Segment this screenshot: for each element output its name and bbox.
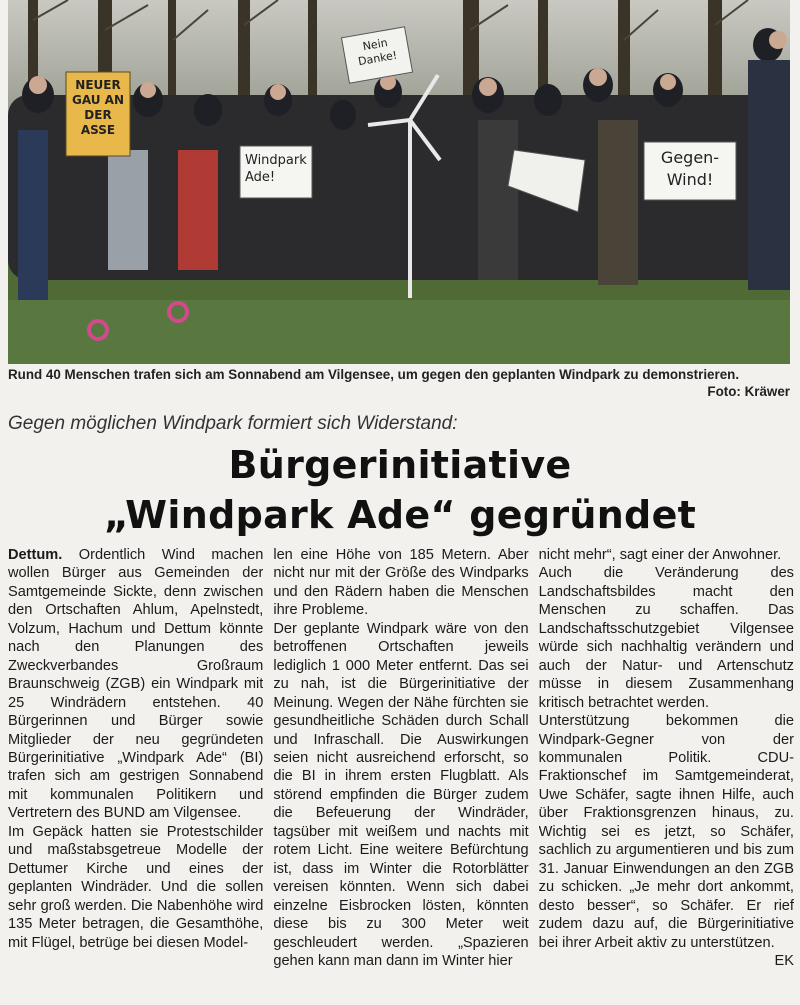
protest-sign-3: Windpark Ade! (240, 146, 312, 198)
protest-sign-4: Gegen-Wind! (644, 142, 736, 200)
author-initials: EK (774, 952, 794, 969)
kicker: Gegen möglichen Windpark formiert sich Widerstand: (8, 413, 458, 434)
protest-sign-1: NEUER GAU AN DER ASSE (66, 72, 130, 156)
headline-line-2: „Windpark Ade“ gegründet (103, 493, 697, 537)
paragraph-text: Unterstützung bekommen die Windpark-Gegner von der kommunalen Politik. CDU-Fraktionschef im Samtgemeinderat, Uwe Schäfer, sagte ihnen Hilfe, auch über Fraktionsgrenzen hinaus, zu. Wichtig sei es jetzt, so Schäfer, sachlich zu argumentieren und bis zum 31. Januar Einwendungen an den ZGB zu schicken. „Je mehr dort ankommt, desto besser“, so Schäfer. Er rief zudem dazu auf, die Bürgerinitiative bei ihrer Arbeit aktiv zu unterstützen. (538, 713, 794, 951)
article-column-2 (273, 546, 528, 998)
paragraph-text: Ordentlich Wind machen wollen Bürger aus Gemeinden der Samtgemeinde Sickte, denn zwischen den Ortschaften Ahlum, Apelnstedt, Volzum, Hachum und Dettum könnte nach den Planungen des Zweckverbandes Großraum Braunschweig (ZGB) ein Windpark mit 25 Windrädern entstehen. 40 Bürgerinnen und Bürger sowie Mitglieder der neu gegründeten Bürgerinitiative „Windpark Ade“ (BI) trafen sich am gestrigen Sonnabend mit kommunalen Politikern und Vertretern des BUND am Vilgensee. (8, 547, 264, 822)
article-body (8, 546, 794, 998)
article-column-1 (8, 546, 263, 998)
dateline: Dettum. (8, 547, 63, 563)
paragraph (538, 712, 794, 969)
paragraph (8, 546, 263, 823)
headline (0, 440, 800, 540)
headline-line-1: Bürgerinitiative (228, 443, 572, 487)
photo-credit: Foto: Kräwer (707, 384, 790, 399)
paragraph: nicht mehr“, sagt einer der Anwohner. (538, 547, 782, 563)
caption-text: Rund 40 Menschen trafen sich am Sonnabend am Vilgensee, um gegen den geplanten Windpark zu demonstrieren. (8, 367, 740, 382)
protest-photo-illustration (8, 0, 790, 364)
paragraph: Auch die Veränderung des Landschaftsbildes macht den Menschen zu schaffen. Das Landschaftsschutzgebiet Vilgensee würde sich nachhaltig verändern und auch der Natur- und Artenschutz müsse in diesem Zusammenhang kritisch betrachtet werden. (538, 565, 794, 711)
paragraph: Im Gepäck hatten sie Protestschilder und maßstabsgetreue Modelle der Dettumer Kirche und eines der geplanten Windräder. Und die sollen sehr groß werden. Die Nabenhöhe wird 135 Meter betragen, die Gesamthöhe, mit Flügel, betrüge bei diesen Model- (8, 823, 264, 951)
photo-caption (8, 366, 790, 400)
article-photo (8, 0, 790, 364)
paragraph: Der geplante Windpark wäre von den betroffenen Ortschaften jeweils lediglich 1 000 Meter entfernt. Das sei zu nah, ist die Bürgerinitiative der Meinung. Wegen der Nähe fürchten sie gesundheitliche Schäden durch Schall und Infraschall. Die Auswirkungen seien nicht ausreichend erforscht, so die BI in ihrem ersten Flugblatt. Als störend empfinden die Bürger zudem die Befeuerung der Windräder, tagsüber mit weißem und nachts mit rotem Licht. Eine weitere Befürchtung ist, dass im Winter die Rotorblätter vereisen könnten. Wenn sich dabei einzelne Eisbrocken lösten, könnten diese bis zu 300 Meter weit geschleudert werden. „Spazieren gehen kann man dann im Winter hier (273, 620, 529, 969)
protest-sign-2: Nein Danke! (341, 27, 412, 83)
paragraph: len eine Höhe von 185 Metern. Aber nicht nur mit der Größe des Windparks und den Rädern haben die Menschen ihre Probleme. (273, 547, 529, 619)
article-column-3 (539, 546, 794, 998)
